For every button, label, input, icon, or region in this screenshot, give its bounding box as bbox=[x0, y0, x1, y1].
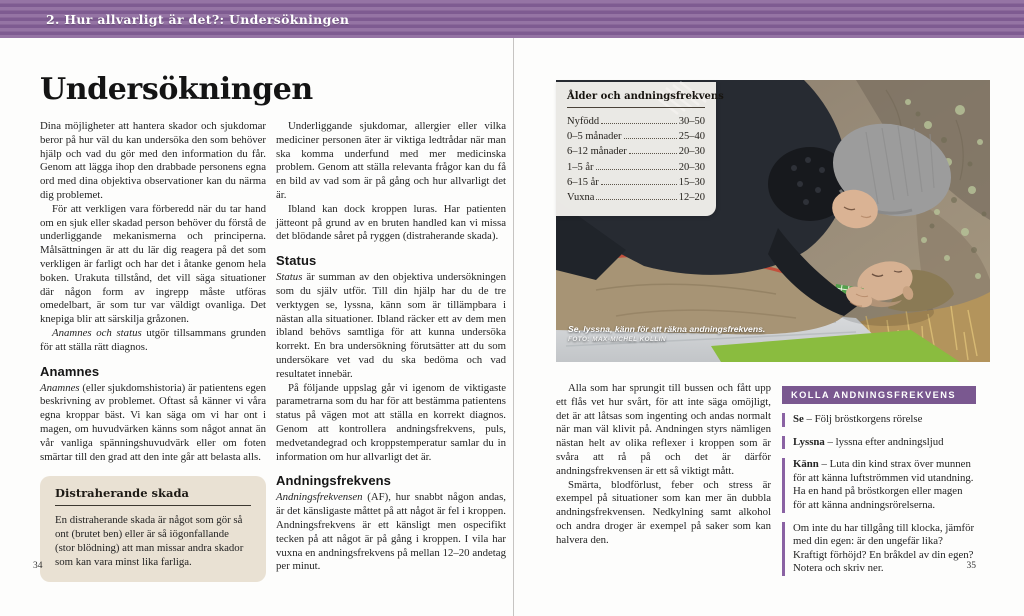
table-row bbox=[567, 190, 705, 205]
photo-credit: FOTO: MAX-MICHEL KOLLIN bbox=[568, 336, 667, 343]
table-row bbox=[567, 114, 705, 129]
sidebar-item-se bbox=[782, 413, 976, 427]
dot-leader bbox=[601, 123, 677, 124]
infobox-rule bbox=[55, 505, 251, 506]
infobox-body: En distraherande skada är något som gör så ont (brutet ben) eller är så iögonfallande (stor blödning) att man missar andra skador som kan vara minst lika farliga. bbox=[55, 514, 244, 569]
item-text: Om inte du har tillgång till klocka, jämför med din egen: är den ungefär lika? Kraftigt förhöjd? En bråkdel av din egen? Notera och skriv ner. bbox=[793, 521, 975, 575]
table-row bbox=[567, 175, 705, 190]
paragraph bbox=[40, 327, 266, 355]
item-lead: Känn bbox=[793, 458, 819, 471]
section-heading-status: Status bbox=[276, 253, 317, 269]
chapter-breadcrumb: 2. Hur allvarligt är det?: Undersökningen bbox=[46, 11, 350, 27]
paragraph: Smärta, blodförlust, feber och stress är exempel på situationer som kan mer än dubbla andningsfrekvensen. Nedkylning samt alkohol och andra droger är exempel på saker som kan halvera den. bbox=[556, 478, 771, 546]
frequency-value: 12–20 bbox=[678, 192, 705, 204]
dot-leader bbox=[601, 184, 677, 185]
paragraph: Dina möjligheter att hantera skador och sjukdomar beror på hur väl du kan undersöka den som behöver hjälp och vad du gör med den information du får. Genom att lägga ihop den drabbade personens egna ord med dina objektiva observationer kan du närma dig problemet. bbox=[40, 120, 266, 201]
item-lead: Se bbox=[793, 413, 804, 425]
age-label: 1–5 år bbox=[567, 161, 594, 173]
paragraph: På följande uppslag går vi igenom de viktigaste parametrarna som du har för att bestämma patientens status på vägen mot att ställa en korrekt diagnos. Genom att kontrollera andningsfrekvens, puls, medvetandegrad och kroppstemperatur samlar du in information om hur allvarligt det är. bbox=[276, 381, 506, 463]
table-title: Ålder och andningsfrekvens bbox=[567, 91, 724, 102]
sidebar-item-lyssna bbox=[782, 436, 976, 450]
paragraph: Ibland kan dock kroppen luras. Har patienten jätteont på grund av en bruten handled kan vi missa det blödande såret på ryggen (distraherande skada). bbox=[276, 202, 506, 243]
infobox-title: Distraherande skada bbox=[55, 486, 189, 501]
age-label: 6–15 år bbox=[567, 176, 599, 188]
table-row bbox=[567, 144, 705, 159]
left-page-column-2 bbox=[276, 120, 506, 574]
frequency-value: 15–30 bbox=[678, 176, 705, 188]
paragraph: För att verkligen vara förberedd när du tar hand om en sjuk eller skadad person behöver du förstå de underliggande mekanismerna och principerna. Målsättningen är att du lär dig reagera på det som verkligen är farligt och har det i åtanke genom hela boken. Urakuta tillstånd, det vill säga situationer där någon form av ingrepp måste utföras omedelbart, är som tur var väldigt ovanliga. Det knepiga blir att särskilja gråzonen. bbox=[40, 202, 266, 326]
sidebar-title: KOLLA ANDNINGSFREKVENS bbox=[782, 386, 976, 404]
dot-leader bbox=[596, 169, 677, 170]
section-heading-anamnes: Anamnes bbox=[40, 363, 100, 379]
page-title: Undersökningen bbox=[40, 72, 313, 107]
frequency-value: 20–30 bbox=[678, 161, 705, 173]
dot-leader bbox=[624, 138, 677, 139]
age-label: 6–12 månader bbox=[567, 146, 627, 158]
paragraph bbox=[276, 491, 506, 574]
age-label: Nyfödd bbox=[567, 116, 600, 127]
check-breathing-sidebar bbox=[782, 386, 976, 576]
paragraph-text: (AF), hur snabbt någon andas, är det känsligaste måttet på att något är fel i kroppen. Andningsfrekvens är ett känsligt men ospecifikt tecken på att något är på gång i kroppen. I vila har vuxna en andningsfrekvens på mellan 12–20 andetag per minut. bbox=[276, 491, 506, 573]
item-lead: Lyssna bbox=[793, 435, 825, 448]
dot-leader bbox=[596, 199, 676, 200]
paragraph-text: är summan av den objektiva undersökningen som du själv utför. Till din hjälp har du de tre verktygen se, lyssna, känn som är tillämpbara i nästan alla situationer. Ibland räcker ett av dem men ibland behövs samtliga för att kunna undersöka korrekt. En bra undersökning förutsätter att du som undersökare vet vad du ska bedöma och vad resultatet innebär. bbox=[276, 271, 506, 380]
item-text: – lyssna efter andningsljud bbox=[824, 435, 944, 448]
age-label: 0–5 månader bbox=[567, 131, 622, 143]
right-page-column-1 bbox=[556, 382, 771, 548]
page-number-left: 34 bbox=[33, 561, 43, 571]
frequency-value: 30–50 bbox=[678, 116, 705, 127]
page-seam-divider bbox=[513, 38, 514, 616]
table-row bbox=[567, 129, 705, 144]
item-text: – Luta din kind strax över munnen för att känna luftströmmen vid utandning. Ha en hand på bröstkorgen eller magen för att känna andningsrörelserna. bbox=[793, 458, 974, 511]
italic-lead: Status bbox=[276, 271, 303, 284]
chapter-header-band bbox=[0, 0, 1024, 38]
dot-leader bbox=[629, 153, 677, 154]
photo-caption: Se, lyssna, känn för att räkna andningsfrekvens. bbox=[568, 324, 766, 334]
italic-lead: Anamnes bbox=[40, 381, 80, 394]
age-label: Vuxna bbox=[567, 192, 595, 204]
paragraph: Underliggande sjukdomar, allergier eller vilka mediciner personen äter är viktiga ledtrådar när man ska komma underfund med mer medicinska problem. Genom att ställa relevanta frågor kan du få en bild av vad som är på gång och hur allvarligt det är. bbox=[276, 120, 506, 201]
item-text: – Följ bröstkorgens rörelse bbox=[803, 413, 923, 425]
paragraph: Alla som har sprungit till bussen och fått upp ett flås vet hur svårt, för att inte säga omöjligt, det är att låtsas som ingenting och andas normalt när man väl klivit på. Andningen styrs nämligen nästan helt av olika reflexer i kroppen som är svåra att rå på och det är därför andningsfrekvensen är ett så viktigt mått. bbox=[556, 382, 771, 477]
left-page-column-1 bbox=[40, 120, 266, 582]
frequency-value: 20–30 bbox=[678, 146, 705, 158]
paragraph bbox=[276, 271, 506, 381]
paragraph bbox=[40, 382, 266, 465]
italic-lead: Anamnes och status bbox=[52, 326, 142, 339]
sidebar-item-kann bbox=[782, 458, 976, 512]
distracting-injury-infobox bbox=[40, 476, 266, 582]
section-heading-andningsfrekvens: Andningsfrekvens bbox=[276, 473, 392, 489]
paragraph-text: utgör tillsammans grunden för att ställa rätt diagnos. bbox=[40, 326, 266, 353]
age-respiration-table bbox=[556, 82, 724, 216]
table-row bbox=[567, 160, 705, 175]
page-number-right: 35 bbox=[966, 561, 976, 571]
paragraph-text: (eller sjukdomshistoria) är patientens egen beskrivning av problemet. Oftast så känner vi våra egna kroppar bäst. Vi kan säga om vi har ont i magen, om huvudvärken känns som något annat än vår vanliga spänningshuvudvärk eller om foten smärtar till den grad att den inte går att belasta alls. bbox=[40, 381, 266, 463]
frequency-value: 25–40 bbox=[678, 131, 705, 143]
italic-lead: Andningsfrekvensen bbox=[276, 491, 363, 504]
table-rule bbox=[567, 107, 705, 108]
